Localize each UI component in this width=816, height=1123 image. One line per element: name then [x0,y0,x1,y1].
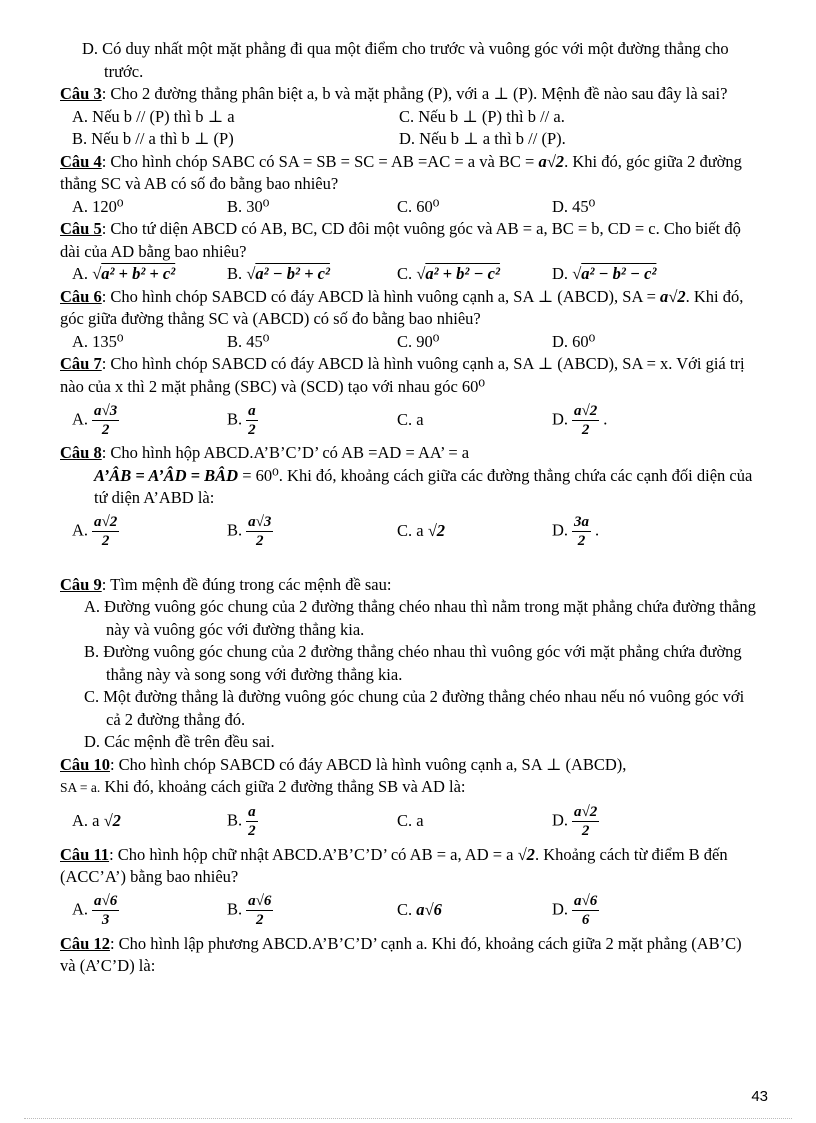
q2-option-d: D. Có duy nhất một mặt phẳng đi qua một điểm cho trước và vuông góc với một đường thẳng cho trước. [82,39,729,81]
q3-option-c: C. Nếu b ⊥ (P) thì b // a. [399,106,565,126]
q11-options [72,889,760,933]
question-8-head: Câu 8 [60,443,102,462]
question-12-text: : Cho hình lập phương ABCD.A’B’C’D’ cạnh a. Khi đó, khoảng cách giữa 2 mặt phẳng (AB’C) và (A’C’D) là: [60,933,742,975]
page-number: 43 [751,1088,768,1105]
question-5-head: Câu 5 [60,219,102,238]
q3-option-b: B. Nếu b // a thì b ⊥ (P) [72,129,234,148]
q11-option-a: A. $\frac{a√6}{3}$ [72,893,118,928]
q9-option-a: A. Đường vuông góc chung của 2 đường thẳng chéo nhau thì nằm trong mặt phẳng chứa đường thẳng này và vuông góc với đường thẳng kia. [84,597,756,639]
q8-angle-expression: A’ÂB = A’ÂD = BÂD [94,465,239,485]
q5-options [72,263,760,286]
question-4-head: Câu 4 [60,151,102,171]
q6-option-c: C. 90⁰ [397,331,440,351]
q10-options [72,800,760,844]
question-11-head: Câu 11 [60,844,110,864]
q3-option-d: D. Nếu b ⊥ a thì b // (P). [399,129,566,148]
q4-option-a: A. 120⁰ [72,196,124,216]
document-page [60,38,760,978]
q10-option-c: C. a [397,811,424,831]
question-11 [60,844,760,889]
question-11-text-1: : Cho hình hộp chữ nhật ABCD.A’B’C’D’ có AB = a, AD = a [109,844,518,864]
question-7 [60,353,760,398]
q11-option-d: D. $\frac{a√6}{6}$ [552,893,598,928]
q6-options [72,331,760,354]
question-3-text: : Cho 2 đường thẳng phân biệt a, b và mặt phẳng (P), với a ⊥ (P). Mệnh đề nào sau đây là sai? [101,84,728,103]
q11-option-b: B. $\frac{a√6}{2}$ [227,893,272,928]
question-3 [60,83,760,106]
question-4 [60,151,760,196]
question-6-text-2: . Khi đó, góc giữa đường thẳng SC và (ABCD) có số đo bằng bao nhiêu? [60,286,744,328]
q10-option-d: D. $\frac{a√2}{2}$ [552,804,598,839]
question-4-math: a√2 [538,151,565,171]
question-4-text-1: : Cho hình chóp SABC có SA = SB = SC = AB =AC = a và BC = [101,151,539,171]
question-6-head: Câu 6 [60,286,102,306]
question-11-math: √2 [517,844,535,864]
q7-option-d: D. $\frac{a√2}{2}$ . [552,402,608,438]
q5-option-d: D. √a² − b² − c² [552,264,657,283]
question-4-text-2: . Khi đó, góc giữa 2 đường thẳng SC và AB có số đo bằng bao nhiêu? [60,151,742,193]
question-11-text-2: . Khoảng cách từ điểm B đến (ACC’A’) bằng bao nhiêu? [60,844,728,886]
q6-option-b: B. 45⁰ [227,331,270,351]
q4-options [72,196,760,219]
q10-option-a: A. a √2 [72,811,121,831]
question-7-head: Câu 7 [60,354,102,373]
q3-options-row-2 [72,128,760,151]
q7-options [72,398,760,442]
q5-option-a: A. √a² + b² + c² [72,264,176,283]
q8-option-c: C. a √2 [397,521,446,541]
question-5-text: : Cho tứ diện ABCD có AB, BC, CD đôi một vuông góc và AB = a, BC = b, CD = c. Cho biết độ dài của AD bằng bao nhiêu? [60,219,741,261]
q3-option-a: A. Nếu b // (P) thì b ⊥ a [72,106,235,126]
question-10-small: SA = a. [60,780,101,795]
question-9-head: Câu 9 [60,574,102,594]
question-6-math: a√2 [660,286,686,306]
question-10-text-1: : Cho hình chóp SABCD có đáy ABCD là hình vuông cạnh a, SA ⊥ (ABCD), [109,754,627,774]
question-9-text: : Tìm mệnh đề đúng trong các mệnh đề sau: [101,574,392,594]
question-6 [60,286,760,331]
q8-option-b: B. $\frac{a√3}{2}$ [227,514,272,549]
q11-option-c: C. a√6 [397,900,442,920]
question-10-head: Câu 10 [60,754,110,774]
spacer [60,554,760,574]
footer-divider [24,1118,792,1119]
q9-option-d: D. Các mệnh đề trên đều sai. [84,732,275,751]
q10-option-b: B. $\frac{a}{2}$ [227,804,256,839]
question-3-head: Câu 3 [60,84,102,103]
question-8-angles [94,465,760,510]
q9-option-c: C. Một đường thẳng là đường vuông góc chung của 2 đường thẳng chéo nhau nếu nó vuông góc với cả 2 đường thẳng đó. [84,687,745,729]
q8-option-a: A. $\frac{a√2}{2}$ [72,514,118,549]
question-6-text-1: : Cho hình chóp SABCD có đáy ABCD là hình vuông cạnh a, SA ⊥ (ABCD), SA = [101,286,661,306]
q4-option-b: B. 30⁰ [227,196,270,216]
q7-option-c: C. a [397,409,424,429]
question-10-text-2: Khi đó, khoảng cách giữa 2 đường thẳng SB và AD là: [100,777,466,796]
q5-option-b: B. √a² − b² + c² [227,264,330,283]
q8-options [72,510,760,554]
question-8-text: : Cho hình hộp ABCD.A’B’C’D’ có AB =AD = AA’ = a [101,443,470,462]
q5-option-c: C. √a² + b² − c² [397,264,500,283]
question-8-text-2: = 60⁰. Khi đó, khoảng cách giữa các đường thẳng chứa các cạnh đối diện của tứ diện A’ABD là: [94,465,753,507]
q4-option-d: D. 45⁰ [552,196,596,216]
q7-option-a: A. $\frac{a√3}{2}$ [72,402,118,438]
question-5 [60,218,760,263]
q6-option-a: A. 135⁰ [72,331,124,351]
question-9 [60,574,760,597]
q9-option-b: B. Đường vuông góc chung của 2 đường thẳng chéo nhau thì vuông góc với mặt phẳng chứa đường thẳng này và song song với đường thẳng kia. [84,642,742,684]
question-8 [60,442,760,465]
question-10 [60,754,760,800]
q3-options-row-1 [72,106,760,129]
question-12 [60,933,760,978]
question-12-head: Câu 12 [60,933,110,953]
q8-option-d: D. $\frac{3a}{2}$ . [552,514,600,549]
q6-option-d: D. 60⁰ [552,331,596,351]
q4-option-c: C. 60⁰ [397,196,440,216]
q7-option-b: B. $\frac{a}{2}$ [227,402,256,438]
question-7-text: : Cho hình chóp SABCD có đáy ABCD là hình vuông cạnh a, SA ⊥ (ABCD), SA = x. Với giá trị nào của x thì 2 mặt phẳng (SBC) và (SCD) tạo với nhau góc 60⁰ [60,354,745,396]
